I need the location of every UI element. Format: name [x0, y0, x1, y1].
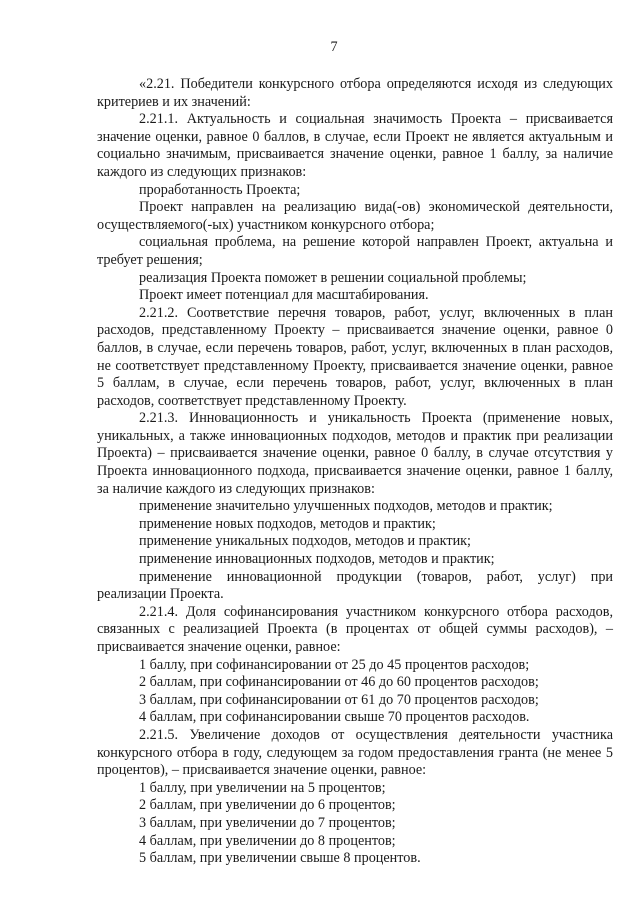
list-item: социальная проблема, на решение которой направлен Проект, актуальна и требует решения;: [97, 234, 613, 268]
list-item: реализация Проекта поможет в решении социальной проблемы;: [139, 269, 527, 286]
paragraph-2-21-3: 2.21.3. Инновационность и уникальность Проекта (применение новых, уникальных, а также инновационных подходов, методов и практик при реализации Проекта) – присваивается значение оценки, равное 0 баллу, в случае отсутствия у Проекта инновационного подхода, присваивается значение оценки, равное 1 баллу, за наличие каждого из следующих признаков:: [97, 410, 613, 497]
list-item: 2 баллам, при софинансировании от 46 до 60 процентов расходов;: [139, 674, 539, 691]
paragraph-2-21-1: 2.21.1. Актуальность и социальная значимость Проекта – присваивается значение оценки, равное 0 баллов, в случае, если Проект не является актуальным и социально значимым, присваивается значение оценки, равное 1 баллу, за наличие каждого из следующих признаков:: [97, 111, 613, 180]
list-item: 3 баллам, при софинансировании от 61 до 70 процентов расходов;: [139, 691, 539, 708]
list-item: применение инновационных подходов, методов и практик;: [139, 551, 495, 568]
list-item: 2 баллам, при увеличении до 6 процентов;: [139, 797, 396, 814]
list-item: 3 баллам, при увеличении до 7 процентов;: [139, 814, 396, 831]
list-item: 1 баллу, при софинансировании от 25 до 45 процентов расходов;: [139, 656, 530, 673]
list-item: применение уникальных подходов, методов и практик;: [139, 533, 471, 550]
paragraph-2-21-2: 2.21.2. Соответствие перечня товаров, работ, услуг, включенных в план расходов, представленному Проекту – присваивается значение оценки, равное 0 баллов, в случае, если перечень товаров, работ, услуг, включенных в план расходов, не соответствует представленному Проекту, присваивается значение оценки, равное 5 баллам, в случае, если перечень товаров, работ, услуг, включенных в план расходов, соответствует представленному Проекту.: [97, 304, 613, 409]
list-item: применение инновационной продукции (товаров, работ, услуг) при реализации Проекта.: [97, 568, 613, 603]
paragraph-2-21-intro: «2.21. Победители конкурсного отбора определяются исходя из следующих критериев и их значений:: [97, 76, 613, 110]
list-item: 1 баллу, при увеличении на 5 процентов;: [139, 779, 386, 796]
list-item: применение новых подходов, методов и практик;: [139, 515, 436, 532]
page-number: 7: [330, 39, 338, 55]
list-item: Проект имеет потенциал для масштабирования.: [139, 287, 429, 304]
list-item: проработанность Проекта;: [139, 181, 301, 198]
list-item: 4 баллам, при софинансировании свыше 70 процентов расходов.: [139, 709, 530, 726]
paragraph-2-21-4: 2.21.4. Доля софинансирования участником конкурсного отбора расходов, связанных с реализацией Проекта (в процентах от общей суммы расходов), – присваивается значение оценки, равное:: [97, 603, 613, 655]
paragraph-2-21-5: 2.21.5. Увеличение доходов от осуществления деятельности участника конкурсного отбора в году, следующем за годом предоставления гранта (не менее 5 процентов), – присваивается значение оценки, равное:: [97, 726, 613, 779]
list-item: применение значительно улучшенных подходов, методов и практик;: [139, 498, 553, 515]
list-item: 4 баллам, при увеличении до 8 процентов;: [139, 832, 396, 849]
list-item: Проект направлен на реализацию вида(-ов) экономической деятельности, осуществляемого(-ых) участником конкурсного отбора;: [97, 199, 613, 233]
list-item: 5 баллам, при увеличении свыше 8 процентов.: [139, 850, 421, 867]
